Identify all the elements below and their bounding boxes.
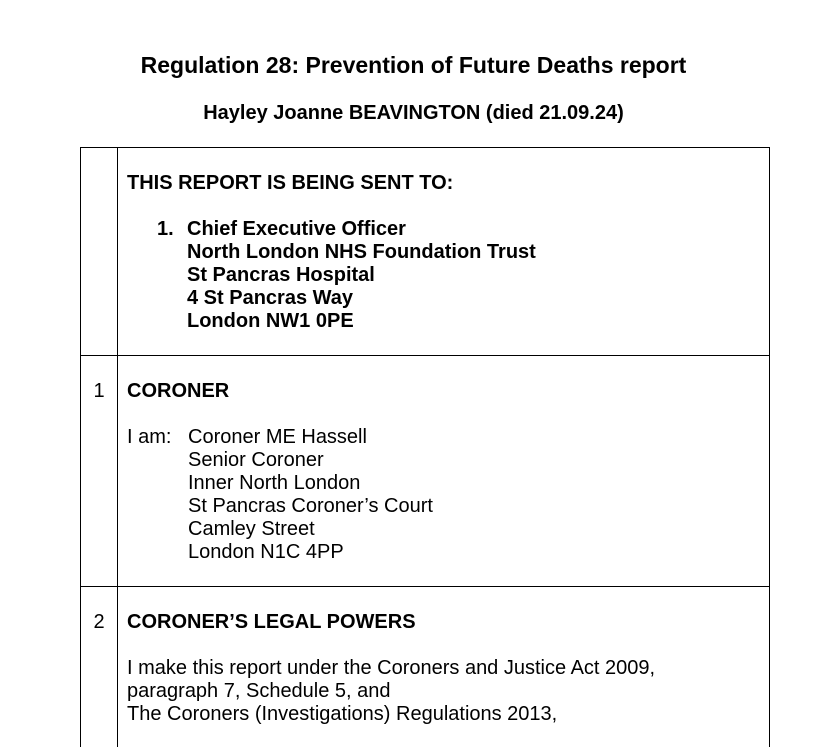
coroner-line: Camley Street xyxy=(188,518,315,540)
recipient-number: 1. xyxy=(157,218,174,240)
legal-powers-text xyxy=(127,657,759,726)
section-number: 2 xyxy=(93,611,105,633)
coroner-line: Coroner ME Hassell xyxy=(188,426,367,448)
coroner-line: London N1C 4PP xyxy=(188,541,344,563)
row-divider xyxy=(81,355,769,356)
recipient-line: Chief Executive Officer xyxy=(187,218,406,240)
row-divider xyxy=(81,586,769,587)
legal-powers-line: I make this report under the Coroners and Justice Act 2009, xyxy=(127,657,656,679)
recipient-line: 4 St Pancras Way xyxy=(187,287,354,309)
legal-powers-line: The Coroners (Investigations) Regulations 2013, xyxy=(127,703,558,725)
coroner-prefix: I am: xyxy=(127,426,172,448)
recipient-line: London NW1 0PE xyxy=(187,310,354,332)
recipient-line: St Pancras Hospital xyxy=(187,264,375,286)
report-table xyxy=(80,147,770,747)
legal-powers-line: paragraph 7, Schedule 5, and xyxy=(127,680,391,702)
number-column-divider xyxy=(117,148,118,747)
coroner-line: St Pancras Coroner’s Court xyxy=(188,495,433,517)
deceased-subtitle: Hayley Joanne BEAVINGTON (died 21.09.24) xyxy=(203,102,624,124)
sent-to-heading: THIS REPORT IS BEING SENT TO: xyxy=(127,172,454,194)
section-number: 1 xyxy=(93,380,105,402)
coroner-heading: CORONER xyxy=(127,380,230,402)
recipient-line: North London NHS Foundation Trust xyxy=(187,241,536,263)
legal-powers-heading: CORONER’S LEGAL POWERS xyxy=(127,611,416,633)
coroner-address xyxy=(188,426,433,564)
coroner-line: Senior Coroner xyxy=(188,449,324,471)
recipient-address xyxy=(187,218,536,333)
page-title: Regulation 28: Prevention of Future Deaths report xyxy=(140,52,687,78)
coroner-line: Inner North London xyxy=(188,472,361,494)
